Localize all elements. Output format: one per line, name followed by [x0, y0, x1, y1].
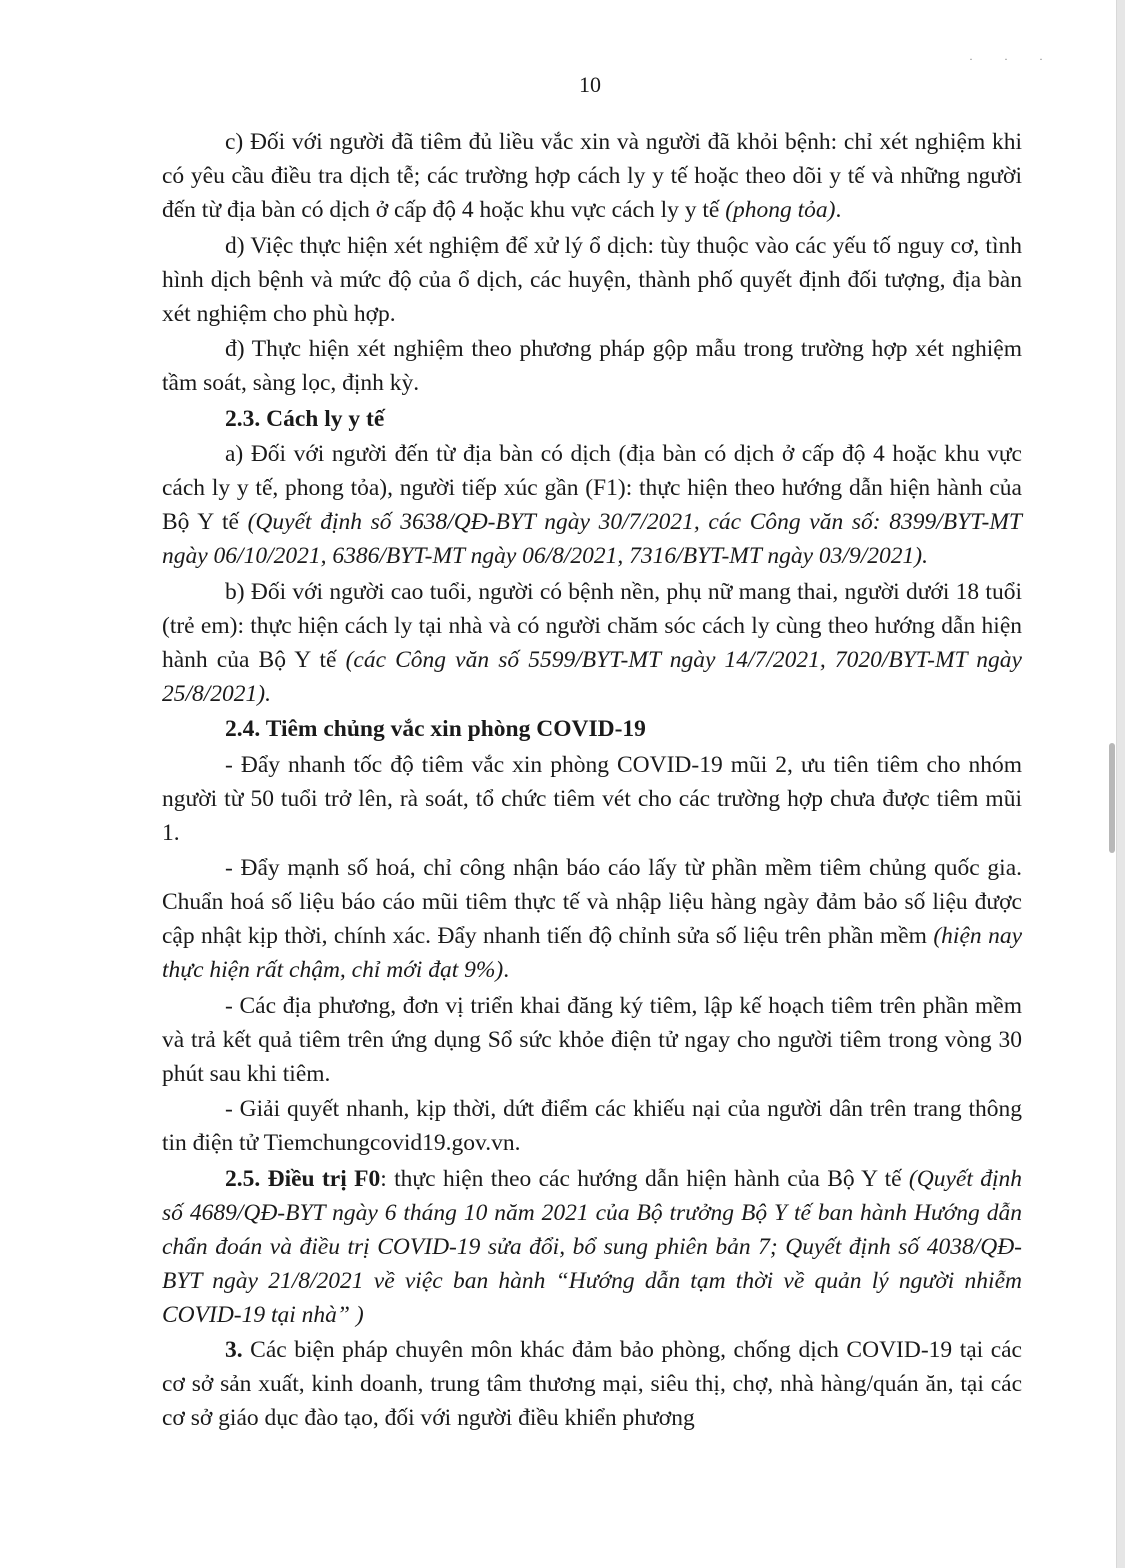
italic-reference: (các Công văn số 5599/BYT-MT ngày 14/7/2021, 7020/BYT-MT ngày 25/8/2021).: [162, 646, 1022, 707]
paragraph-2-3-b: b) Đối với người cao tuổi, người có bệnh nền, phụ nữ mang thai, người dưới 18 tuổi (trẻ em): thực hiện cách ly tại nhà và có người chăm sóc cách ly cùng theo hướng dẫn hiện hành của Bộ Y tế (các Công văn số 5599/BYT-MT ngày 14/7/2021, 7020/BYT-MT ngày 25/8/2021).: [162, 578, 1022, 707]
list-item-2-4-3: - Các địa phương, đơn vị triển khai đăng ký tiêm, lập kế hoạch tiêm trên phần mềm và trả kết quả tiêm trên ứng dụng Sổ sức khỏe điện tử ngay cho người tiêm trong vòng 30 phút sau khi tiêm.: [162, 992, 1022, 1087]
paragraph-d: d) Việc thực hiện xét nghiệm để xử lý ổ dịch: tùy thuộc vào các yếu tố nguy cơ, tình hình dịch bệnh và mức độ của ổ dịch, các huyện, thành phố quyết định đối tượng, địa bàn xét nghiệm cho phù hợp.: [162, 232, 1022, 327]
paragraph-c: c) Đối với người đã tiêm đủ liều vắc xin và người đã khỏi bệnh: chỉ xét nghiệm khi có yêu cầu điều tra dịch tễ; các trường hợp cách ly y tế hoặc theo dõi y tế và những người đến từ địa bàn có dịch ở cấp độ 4 hoặc khu vực cách ly y tế (phong tỏa).: [162, 129, 1022, 223]
heading-2-5: 2.5. Điều trị F0: [225, 1165, 381, 1192]
list-item-2-4-1: - Đẩy nhanh tốc độ tiêm vắc xin phòng COVID-19 mũi 2, ưu tiên tiêm cho nhóm người từ 50 tuổi trở lên, rà soát, tổ chức tiêm vét cho các trường hợp chưa được tiêm mũi 1.: [162, 751, 1022, 846]
paragraph-2-5: 2.5. Điều trị F0: thực hiện theo các hướng dẫn hiện hành của Bộ Y tế (Quyết định số 4689/QĐ-BYT ngày 6 tháng 10 năm 2021 của Bộ trưởng Bộ Y tế ban hành Hướng dẫn chẩn đoán và điều trị COVID-19 sửa đổi, bổ sung phiên bản 7; Quyết định số 4038/QĐ-BYT ngày 21/8/2021 về việc ban hành “Hướng dẫn tạm thời về quản lý người nhiễm COVID-19 tại nhà” ): [162, 1165, 1023, 1328]
page-number: 10: [579, 72, 601, 97]
scan-specks: · · ·: [969, 52, 1057, 66]
italic-note: (hiện nay thực hiện rất chậm, chỉ mới đạt 9%): [162, 923, 1023, 983]
italic-note: (phong tỏa): [725, 197, 836, 223]
list-item-2-4-2: - Đẩy mạnh số hoá, chỉ công nhận báo cáo lấy từ phần mềm tiêm chủng quốc gia. Chuẩn hoá số liệu báo cáo mũi tiêm thực tế và nhập liệu hàng ngày đảm bảo số liệu được cập nhật kịp thời, chính xác. Đẩy nhanh tiến độ chỉnh sửa số liệu trên phần mềm (hiện nay thực hiện rất chậm, chỉ mới đạt 9%).: [162, 855, 1023, 983]
page-edge: [1116, 0, 1125, 1568]
italic-reference: (Quyết định số 4689/QĐ-BYT ngày 6 tháng 10 năm 2021 của Bộ trưởng Bộ Y tế ban hành Hướng dẫn chẩn đoán và điều trị COVID-19 sửa đổi, bổ sung phiên bản 7; Quyết định số 4038/QĐ-BYT ngày 21/8/2021 về việc ban hành “Hướng dẫn tạm thời về quản lý người nhiễm COVID-19 tại nhà” ): [162, 1165, 1023, 1328]
heading-2-3: 2.3. Cách ly y tế: [225, 405, 385, 432]
heading-2-4: 2.4. Tiêm chủng vắc xin phòng COVID-19: [225, 716, 646, 742]
italic-reference: (Quyết định số 3638/QĐ-BYT ngày 30/7/2021, các Công văn số: 8399/BYT-MT ngày 06/10/2021, 6386/BYT-MT ngày 06/8/2021, 7316/BYT-MT ngày 03/9/2021).: [162, 509, 1022, 569]
document-body: [162, 125, 1022, 1437]
paragraph-2-3-a: a) Đối với người đến từ địa bàn có dịch (địa bàn có dịch ở cấp độ 4 hoặc khu vực cách ly y tế, phong tỏa), người tiếp xúc gần (F1): thực hiện theo hướng dẫn hiện hành của Bộ Y tế (Quyết định số 3638/QĐ-BYT ngày 30/7/2021, các Công văn số: 8399/BYT-MT ngày 06/10/2021, 6386/BYT-MT ngày 06/8/2021, 7316/BYT-MT ngày 03/9/2021).: [162, 441, 1022, 569]
paragraph-3: 3. Các biện pháp chuyên môn khác đảm bảo phòng, chống dịch COVID-19 tại các cơ sở sản xuất, kinh doanh, trung tâm thương mại, siêu thị, chợ, nhà hàng/quán ăn, tại các cơ sở giáo dục đào tạo, đối với người điều khiển phương: [162, 1337, 1022, 1431]
paragraph-dd: đ) Thực hiện xét nghiệm theo phương pháp gộp mẫu trong trường hợp xét nghiệm tầm soát, sàng lọc, định kỳ.: [162, 336, 1022, 396]
list-item-2-4-4: - Giải quyết nhanh, kịp thời, dứt điểm các khiếu nại của người dân trên trang thông tin điện tử Tiemchungcovid19.gov.vn.: [162, 1096, 1022, 1156]
section-number-3: 3.: [225, 1337, 243, 1363]
scrollbar[interactable]: [1109, 743, 1115, 853]
